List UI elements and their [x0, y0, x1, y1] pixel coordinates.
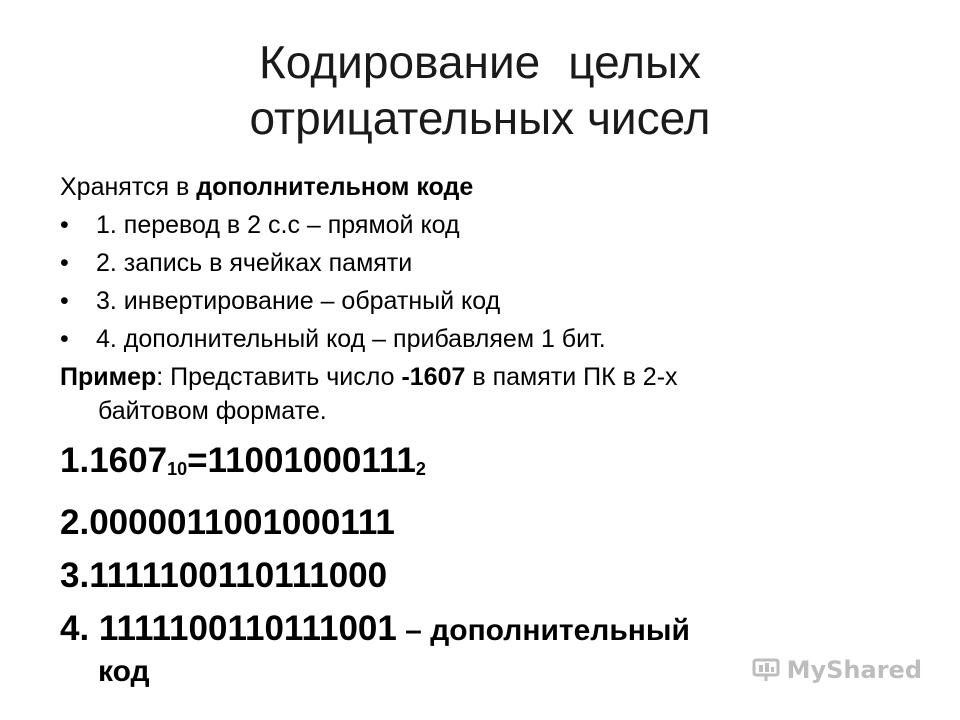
bullet-item: • 1. перевод в 2 с.с – прямой код	[60, 211, 460, 239]
presentation-board-icon	[751, 657, 781, 683]
watermark-text: MyShared	[786, 656, 922, 684]
example-number: -1607	[401, 363, 466, 391]
step-1: $1.1607_{10}=11001000111_2$	[60, 441, 426, 480]
title-line-1	[0, 34, 960, 90]
step-3: 3.1111100110111000	[60, 556, 388, 595]
steps-bullet-list	[60, 206, 930, 358]
bullet-item: • 2. запись в ячейках памяти	[60, 249, 413, 277]
slide-body	[60, 168, 930, 687]
title-word-integers: целых	[568, 36, 702, 88]
bullet-item: • 4. дополнительный код – прибавляем 1 бит.	[60, 325, 606, 353]
title-word-coding: Кодирование	[258, 36, 541, 88]
slide-title	[0, 34, 960, 146]
step-4: 4. 1111100110111001 – дополнительный код	[60, 609, 690, 688]
bullet-item: • 3. инвертирование – обратный код	[60, 287, 501, 315]
intro-text: Хранятся в дополнительном коде	[60, 173, 474, 201]
title-line-2: отрицательных чисел	[249, 92, 711, 144]
example-paragraph: Пример: Представить число -1607 в памяти ПК в 2-х байтовом формате.	[60, 363, 678, 425]
example-label: Пример	[60, 363, 157, 391]
myshared-watermark	[751, 656, 922, 684]
intro-bold: дополнительном коде	[196, 173, 474, 201]
step-2: 2.0000011001000111	[60, 503, 395, 542]
binary-steps	[60, 434, 930, 687]
